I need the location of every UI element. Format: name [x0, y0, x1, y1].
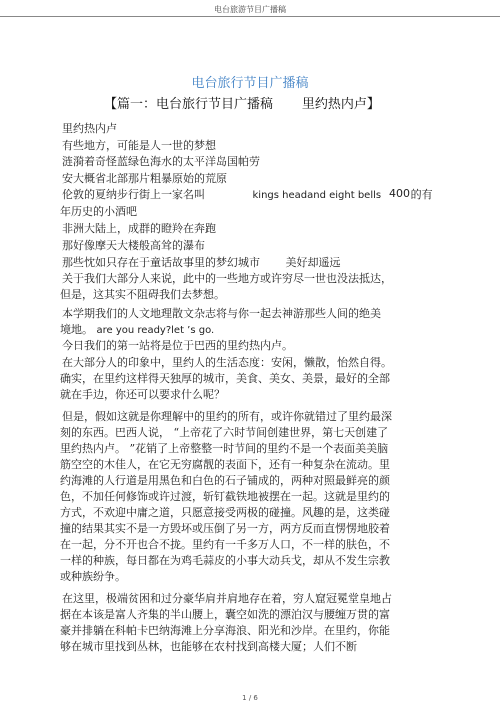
text-line: 非洲大陆上，成群的瞪羚在奔跑 — [62, 222, 216, 235]
text-segment: 的有 — [410, 188, 433, 201]
text-segment: 境地。 — [60, 323, 93, 336]
number-400: 400 — [389, 187, 410, 200]
text-line: 但是，这其实不阻碍我们去梦想。 — [60, 288, 225, 301]
text-line: 但是，假如这就是你理解中的里约的所有，或许你就错过了里约最深 — [62, 410, 392, 423]
text-line — [60, 323, 420, 338]
text-line — [62, 188, 433, 203]
text-line: 确实，在里约这样得天独厚的城市，美食、美女、美景，最好的全部 — [60, 372, 390, 385]
text-line: 刻的东西。巴西人说， “上帝花了六时节间创建世界，第七天创建了 — [60, 426, 389, 439]
text-line: 色，不加任何修饰或许过渡，斩钉截铁地被摆在一起。这就是里约的 — [60, 490, 390, 503]
text-line: 在一起，分不开也合不拢。里约有一千多万人口，不一样的肤色，不 — [60, 538, 390, 551]
text-line: 一样的种族，每日都在为鸡毛蒜皮的小事大动兵戈，却从不发生宗教 — [60, 554, 390, 567]
section-heading: 【篇一：电台旅行节目广播稿 里约热内卢】 — [104, 97, 380, 112]
text-line — [62, 256, 422, 270]
text-line: 年历史的小酒吧 — [60, 205, 137, 218]
text-line: 约海滩的人行道是用黑色和白色的石子铺成的，两种对照最鲜亮的颜 — [60, 474, 390, 487]
text-line: 豪并排躺在科帕卡巴纳海滩上分享海浪、阳光和沙岸。在里约，你能 — [60, 624, 390, 637]
text-segment: 美好却遥远 — [285, 256, 341, 269]
text-line: 在大部分人的印象中，里约人的生活态度：安闲，懒散，怡然自得。 — [62, 356, 392, 369]
text-line: 安大概省北部那片粗暴原始的荒原 — [62, 172, 227, 185]
document-title: 电台旅行节目广播稿 — [191, 76, 309, 91]
text-line: 关于我们大部分人来说，此中的一些地方或许穷尽一世也没法抵达， — [62, 272, 392, 285]
text-line: 那好像摩天大楼般高耸的瀑布 — [62, 239, 205, 252]
page-number: 1 / 6 — [242, 694, 258, 702]
text-line: 或种族纷争。 — [60, 570, 126, 583]
text-segment-latin: kings headand eight bells — [252, 190, 382, 201]
text-line: 撞的结果其实不是一方毁坏或压倒了另一方，两方反而直愣愣地胶着 — [60, 522, 390, 535]
header-rule — [0, 16, 500, 17]
text-line: 筋空空的木佳人，在它无穷腐靓的表面下，还有一种复杂在流动。里 — [60, 458, 390, 471]
text-line: 本学期我们的人文地理散文杂志将与你一起去神游那些人间的绝美 — [62, 307, 381, 320]
text-line: 里约热内卢 — [62, 122, 117, 135]
text-segment-latin: are you ready?let ’s go. — [96, 325, 215, 336]
text-line: 今日我们的第一站将是位于巴西的里约热内卢。 — [62, 339, 293, 352]
header-title: 电台旅游节目广播稿 — [214, 5, 286, 14]
text-line: 据在本该是富人齐集的半山腰上，囊空如洗的漂泊汉与腰缠万贯的富 — [60, 608, 390, 621]
text-line: 涟漪着奇怪蓝绿色海水的太平洋岛国帕劳 — [62, 155, 260, 168]
text-line: 就在手边，你还可以要求什么呢？ — [60, 388, 225, 401]
text-line: 里约热内卢。 ”花销了上帝整整一时节间的里约不是一个表面美美脑 — [60, 442, 389, 455]
text-segment: 那些忱如只存在于童话故事里的梦幻城市 — [62, 256, 260, 269]
text-segment: 伦敦的夏纳步行街上一家名叫 — [62, 188, 205, 201]
text-line: 有些地方，可能是人一世的梦想 — [62, 139, 216, 152]
text-line: 够在城市里找到丛林，也能够在农村找到高楼大厦；人们不断 — [60, 640, 357, 653]
text-line: 在这里，极端贫困和过分豪华肩并肩地存在着，穷人窟冠冕堂皇地占 — [62, 592, 392, 605]
text-line: 方式，不欢迎中庸之道，只愿意接受两极的碰撞。风趣的是，这类碰 — [60, 506, 390, 519]
